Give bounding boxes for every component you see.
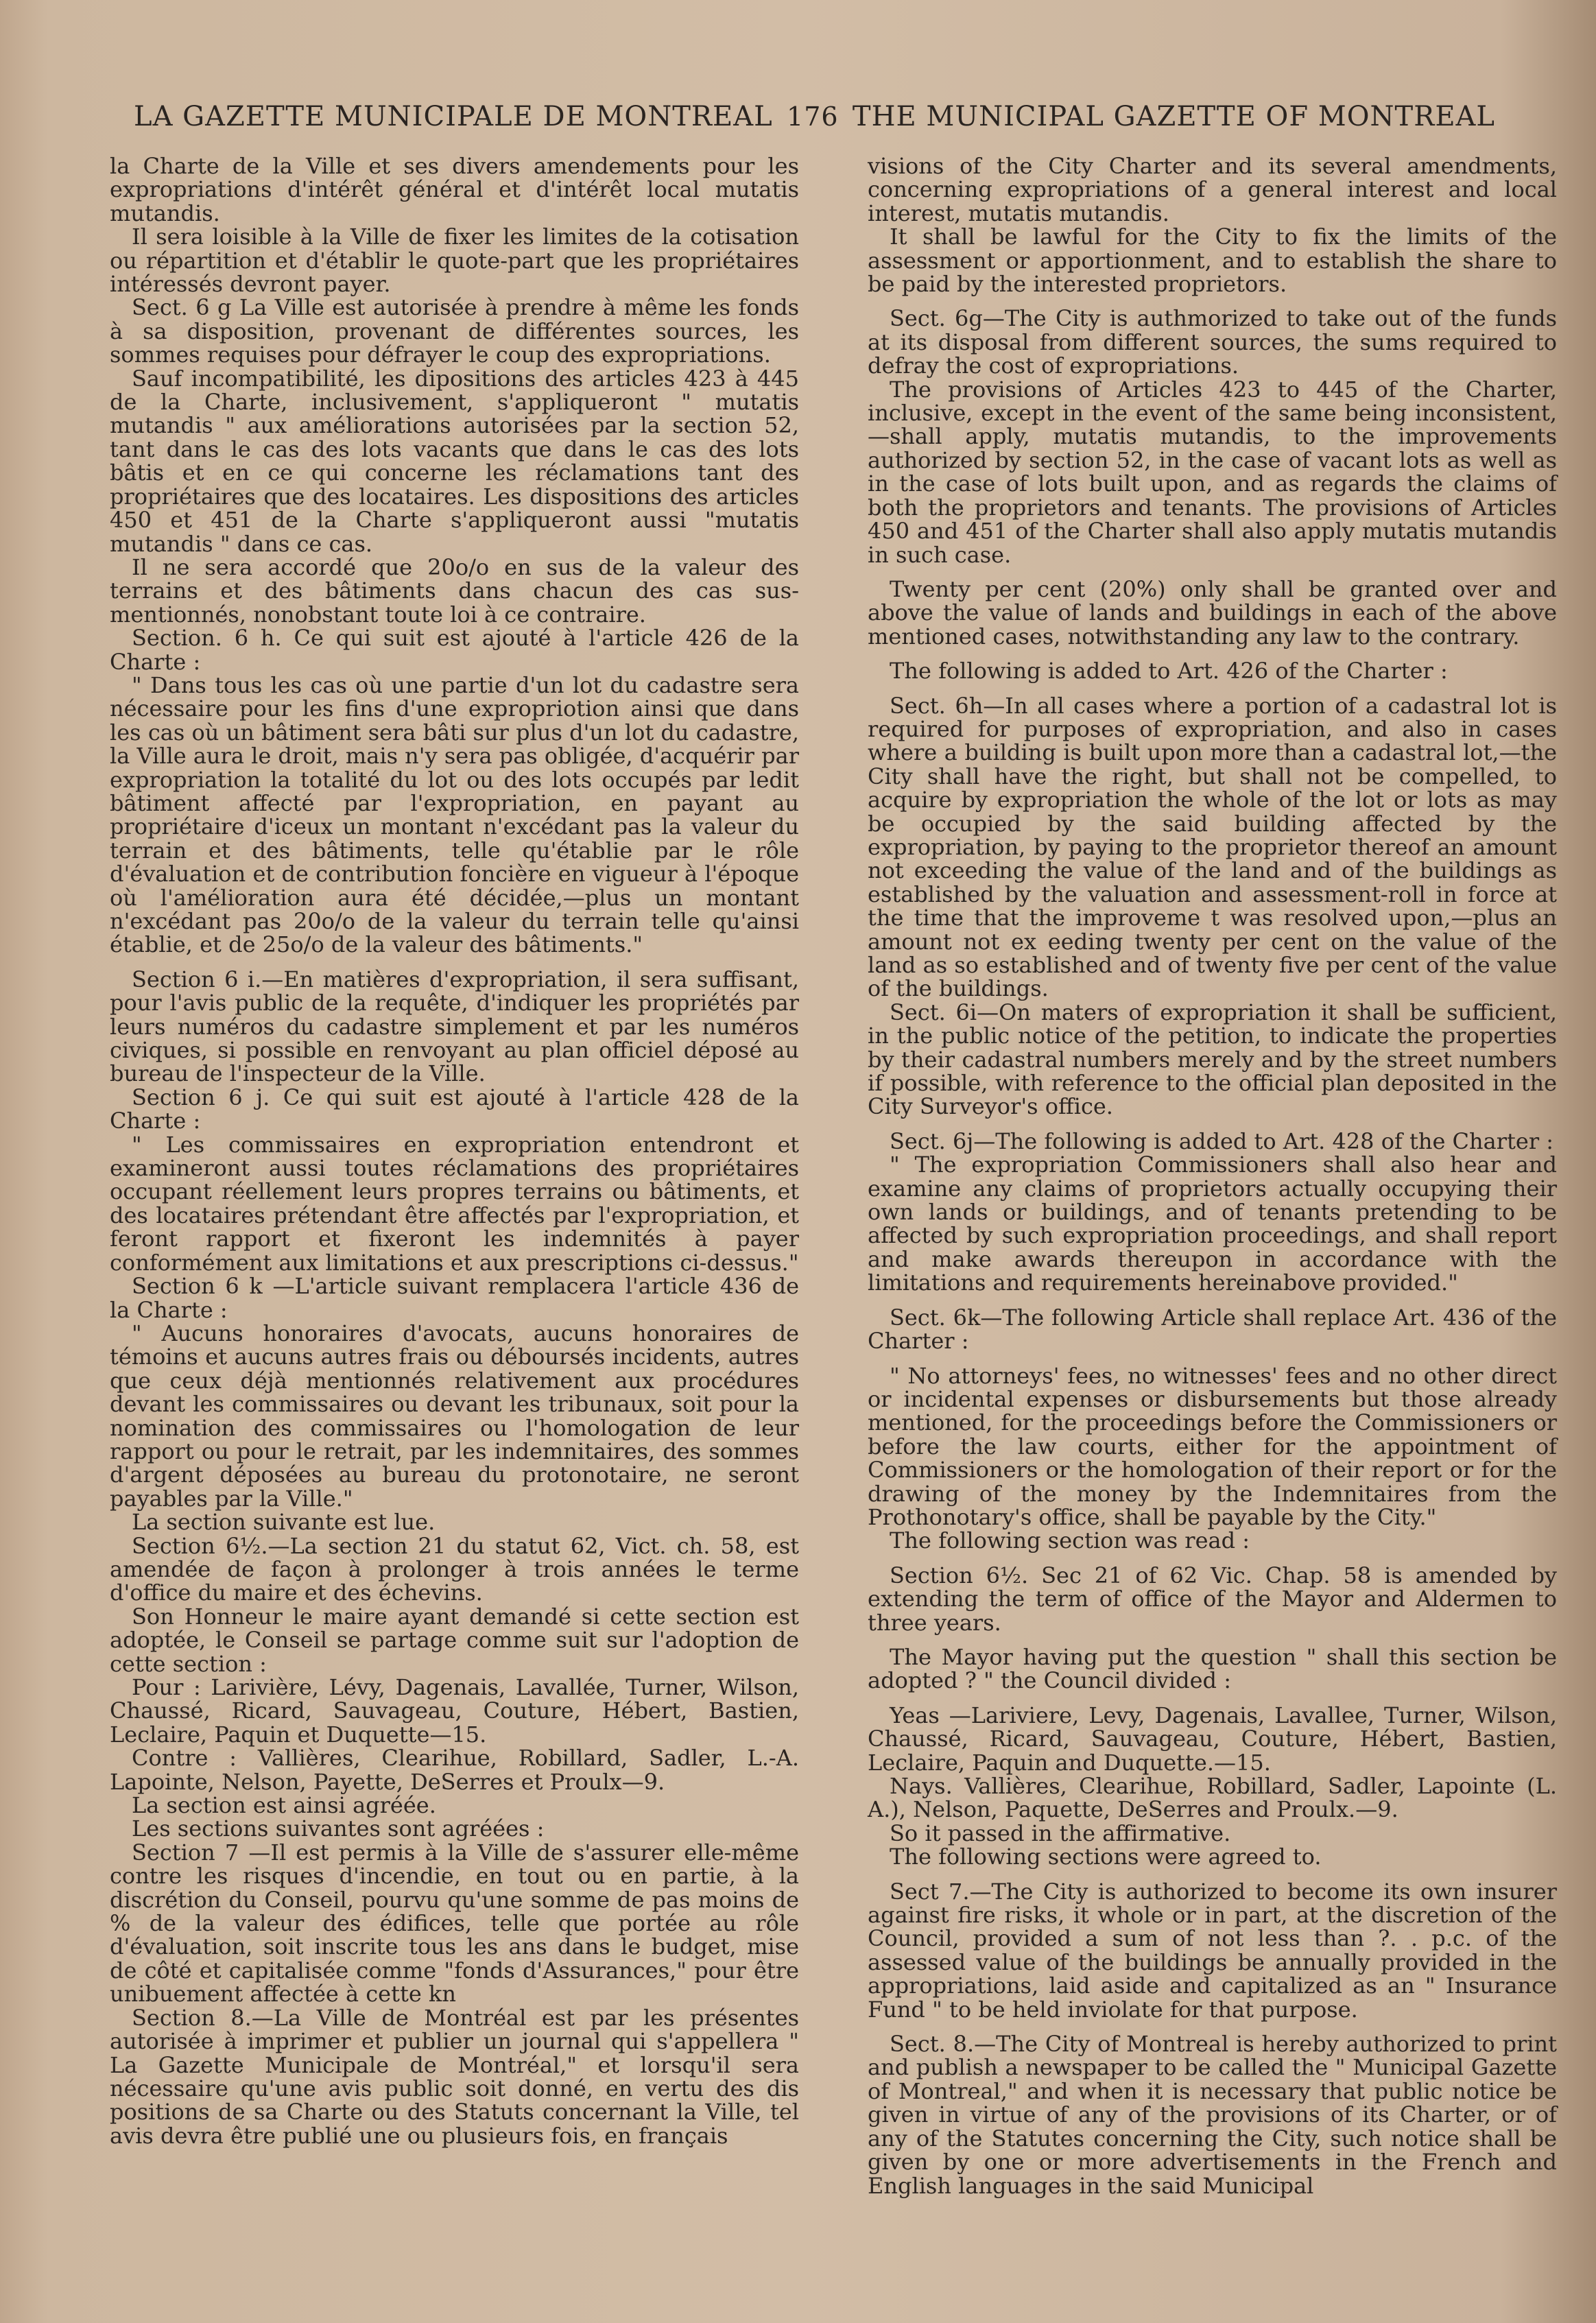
paragraph: visions of the City Charter and its several amendments, concerning expropriations of a general interest and local interest, mutatis mutandis.	[868, 153, 1557, 226]
paragraph: Section. 6 h. Ce qui suit est ajouté à l'article 426 de la Charte :	[110, 625, 799, 675]
paragraph: Sect. 6h—In all cases where a portion of a cadastral lot is required for purposes of expropriation, and also in cases where a building is built upon more than a cadastral lot,—the City shall have the right, but shall not be compelled, to acquire by expropriation the whole of the lot or lots as may be occupied by the said building affected by the expropriation, by paying to the proprietor thereof an amount not exceeding the value of the land and of the buildings as established by the valuation and assessment-roll in force at the time that the improveme t was resolved upon,—plus an amount not ex eeding twenty per cent on the value of the land as so established and of twenty five per cent of the value of the buildings.	[868, 692, 1557, 1002]
paragraph: Il ne sera accordé que 20o/o en sus de la valeur des terrains et des bâtiments dans chacun des cas sus-mentionnés, nonobstant toute loi à ce contraire.	[110, 553, 799, 628]
paragraph: Section 6½.—La section 21 du statut 62, Vict. ch. 58, est amendée de façon à prolonger à trois années le terme d'office du maire et des échevins.	[110, 1532, 799, 1606]
paragraph: Twenty per cent (20%) only shall be granted over and above the value of lands and buildings in each of the above mentioned cases, notwithstanding any law to the contrary.	[868, 575, 1557, 650]
page-number: 176	[787, 102, 839, 132]
paragraph: Contre : Vallières, Clearihue, Robillard, Sadler, L.-A. Lapointe, Nelson, Payette, DeSerres et Proulx—9.	[110, 1745, 799, 1795]
paragraph: Sect. 6k—The following Article shall replace Art. 436 of the Charter :	[868, 1304, 1557, 1355]
paragraph: Sect. 6j—The following is added to Art. 428 of the Charter :	[890, 1128, 1554, 1154]
paragraph: Sect. 6i—On maters of expropriation it shall be sufficient, in the public notice of the petition, to indicate the properties by their cadastral numbers merely and by the street numbers if possible, with reference to the official plan deposited in the City Surveyor's office.	[868, 999, 1557, 1120]
paragraph: Sect 7.—The City is authorized to become its own insurer against fire risks, it whole or in part, at the discretion of the Council, provided a sum of not less than ?. . p.c. of the assessed value of the buildings be annually provided in the appropriations, laid aside and capitalized as an " Insurance Fund " to be held inviolate for that purpose.	[868, 1878, 1557, 2023]
paragraph: Section 6 j. Ce qui suit est ajouté à l'article 428 de la Charte :	[110, 1084, 799, 1134]
paragraph: La section est ainsi agréée.	[132, 1792, 436, 1819]
paragraph: Il sera loisible à la Ville de fixer les limites de la cotisation ou répartition et d'établir le quote-part que les propriétaires intéressés devront payer.	[110, 224, 799, 298]
paragraph: Sect. 6g—The City is authmorized to take out of the funds at its disposal from different sources, the sums required to defray the cost of expropriations.	[868, 305, 1557, 379]
paragraph: " The expropriation Commissioners shall also hear and examine any claims of proprietors actually occupying their own lands or buildings, and of tenants pretending to be affected by such expropriation proceedings, and shall report and make awards thereupon in accordance with the limitations and requirements hereinabove provided."	[868, 1152, 1557, 1296]
paragraph: La section suivante est lue.	[132, 1509, 436, 1536]
paragraph: Les sections suivantes sont agréées :	[132, 1815, 545, 1842]
french-column	[110, 154, 799, 2147]
paragraph: The following sections were agreed to.	[890, 1844, 1322, 1870]
paragraph: Yeas —Lariviere, Levy, Dagenais, Lavallee, Turner, Wilson, Chaussé, Ricard, Sauvageau, Couture, Hébert, Bastien, Leclaire, Paquin and Duquette.—15.	[868, 1702, 1557, 1776]
paragraph: Section 8.—La Ville de Montréal est par les présentes autorisée à imprimer et publier un journal qui s'appellera " La Gazette Municipale de Montréal," et lorsqu'il sera nécessaire qu'une avis public soit donné, en vertu des dis positions de sa Charte ou des Statuts concernant la Ville, tel avis devra être publié une ou plusieurs fois, en français	[110, 2004, 799, 2149]
english-column	[868, 154, 1557, 2197]
header-french-title: LA GAZETTE MUNICIPALE DE MONTREAL	[134, 101, 773, 132]
page-header	[134, 96, 1495, 137]
paragraph: Son Honneur le maire ayant demandé si cette section est adoptée, le Conseil se partage comme suit sur l'adoption de cette section :	[110, 1603, 799, 1677]
paragraph: " Les commissaires en expropriation entendront et examineront aussi toutes réclamations des propriétaires occupant réellement leurs propres terrains ou bâtiments, et des locataires prétendant être affectés par l'expropriation, et feront rapport et fixeront les indemnités à payer conformément aux limitations et aux prescriptions ci-dessus."	[110, 1131, 799, 1276]
paragraph: Section 7 —Il est permis à la Ville de s'assurer elle-même contre les risques d'incendie, en tout ou en partie, à la discrétion du Conseil, pourvu qu'une somme de pas moins de % de la valeur des édifices, telle que portée au rôle d'évaluation, soit inscrite tous les ans dans le budget, mise de côté et capitalisée comme "fonds d'Assurances," pour être unibuement affectée à cette kn	[110, 1839, 799, 2008]
paragraph: Section 6 i.—En matières d'expropriation, il sera suffisant, pour l'avis public de la requête, d'indiquer les propriétés par leurs numéros du cadastre simplement et par les numéros civiques, si possible en renvoyant au plan officiel déposé au bureau de l'inspecteur de la Ville.	[110, 966, 799, 1087]
paragraph: It shall be lawful for the City to fix the limits of the assessment or apportionment, and to establish the share to be paid by the interested proprietors.	[868, 224, 1557, 298]
paragraph: Nays. Vallières, Clearihue, Robillard, Sadler, Lapointe (L. A.), Nelson, Paquette, DeSerres and Proulx.—9.	[868, 1773, 1557, 1823]
paragraph: Sect. 6 g La Ville est autorisée à prendre à même les fonds à sa disposition, provenant de différentes sources, les sommes requises pour défrayer le coup des expropriations.	[110, 294, 799, 368]
paragraph: The provisions of Articles 423 to 445 of the Charter, inclusive, except in the event of the same being inconsistent,—shall apply, mutatis mutandis, to the improvements authorized by section 52, in the case of vacant lots as well as in the case of lots built upon, and as regards the claims of both the proprietors and tenants. The provisions of Articles 450 and 451 of the Charter shall also apply mutatis mutandis in such case.	[868, 376, 1557, 568]
paragraph: The following is added to Art. 426 of the Charter :	[890, 658, 1448, 684]
paragraph: Section 6 k —L'article suivant remplacera l'article 436 de la Charte :	[110, 1273, 799, 1323]
paragraph: la Charte de la Ville et ses divers amendements pour les expropriations d'intérêt général et d'intérêt local mutatis mutandis.	[110, 153, 799, 226]
paragraph: " Dans tous les cas où une partie d'un lot du cadastre sera nécessaire pour les fins d'une expropriotion ainsi que dans les cas où un bâtiment sera bâti sur plus d'un lot du cadastre, la Ville aura le droit, mais n'y sera pas obligée, d'acquérir par expropriation la totalité du lot ou des lots occupés par ledit bâtiment affecté par l'expropriation, en payant au propriétaire d'iceux un montant n'excédant pas la valeur du terrain et des bâtiments, telle qu'établie par le rôle d'évaluation et de contribution foncière en vigueur à l'époque où l'amélioration aura été décidée,—plus un montant n'excédant pas 20o/o de la valeur du terrain telle qu'ainsi établie, et de 25o/o de la valeur des bâtiments."	[110, 671, 799, 958]
paragraph: " Aucuns honoraires d'avocats, aucuns honoraires de témoins et aucuns autres frais ou déboursés incidents, autres que ceux déjà mentionnés relativement aux procédures devant les commissaires ou devant les tribunaux, soit pour la nomination des commissaires ou l'homologation de leur rapport ou pour le retrait, par les indemnitaires, des sommes d'argent déposées au bureau du protonotaire, ne seront payables par la Ville."	[110, 1320, 799, 1512]
paragraph: The following section was read :	[890, 1527, 1250, 1554]
paragraph: The Mayor having put the question " shall this section be adopted ? " the Council divided :	[868, 1643, 1557, 1694]
paragraph: Sect. 8.—The City of Montreal is hereby authorized to print and publish a newspaper to be called the " Municipal Gazette of Montreal," and when it is necessary that public notice be given in virtue of any of the provisions of its Charter, or of any of the Statutes concerning the City, such notice shall be given by one or more advertisements in the French and English languages in the said Municipal	[868, 2031, 1557, 2199]
paragraph: So it passed in the affirmative.	[890, 1820, 1231, 1846]
paragraph: " No attorneys' fees, no witnesses' fees and no other direct or incidental expenses or disbursements but those already mentioned, for the proceedings before the Commissioners or before the law courts, either for the appointment of Commissioners or the homologation of their report or for the drawing of the money by the Indemnitaires from the Prothonotary's office, shall be payable by the City."	[868, 1362, 1557, 1530]
paragraph: Sauf incompatibilité, les dipositions des articles 423 à 445 de la Charte, inclusivement, s'appliqueront " mutatis mutandis " aux améliorations autorisées par la section 52, tant dans le cas des lots vacants que dans le cas des lots bâtis et en ce qui concerne les réclamations tant des propriétaires que des locataires. Les dispositions des articles 450 et 451 de la Charte s'appliqueront aussi "mutatis mutandis " dans ce cas.	[110, 365, 799, 557]
paragraph: Pour : Larivière, Lévy, Dagenais, Lavallée, Turner, Wilson, Chaussé, Ricard, Sauvageau, Couture, Hébert, Bastien, Leclaire, Paquin et Duquette—15.	[110, 1674, 799, 1748]
header-english-title: THE MUNICIPAL GAZETTE OF MONTREAL	[852, 101, 1495, 132]
paragraph: Section 6½. Sec 21 of 62 Vic. Chap. 58 is amended by extending the term of office of the Mayor and Aldermen to three years.	[868, 1562, 1557, 1636]
